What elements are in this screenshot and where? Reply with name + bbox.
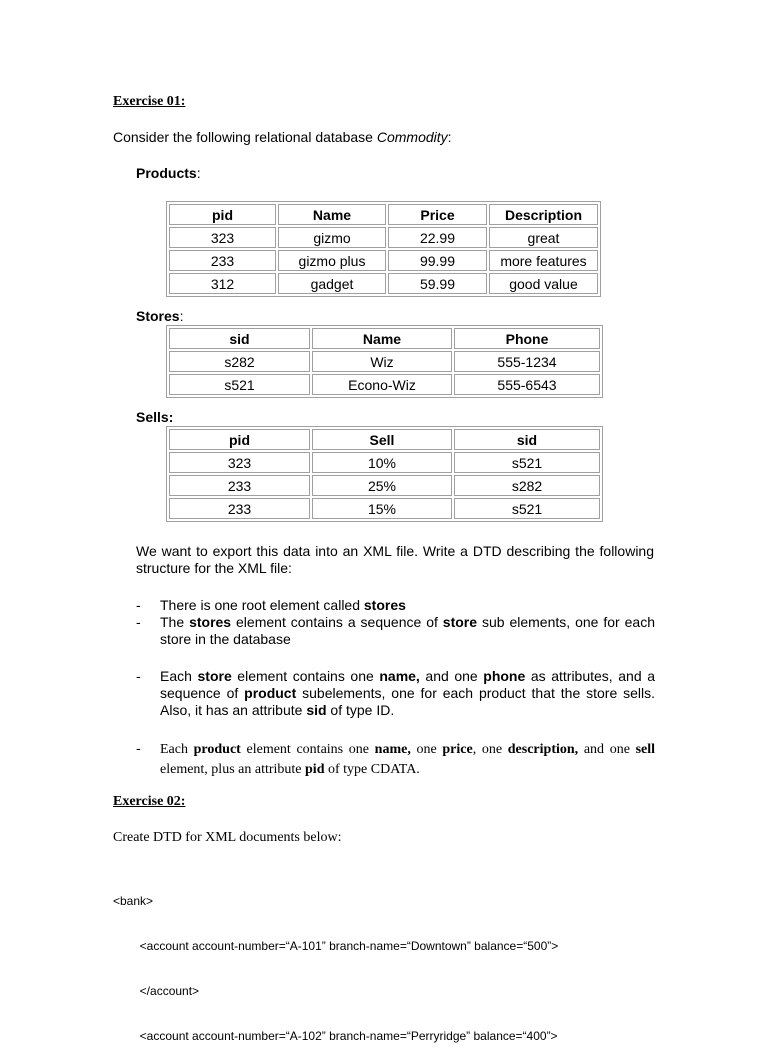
column-header: sid bbox=[454, 429, 600, 450]
table-cell: great bbox=[489, 227, 598, 248]
table-row bbox=[169, 250, 598, 271]
table-cell: Wiz bbox=[312, 351, 452, 372]
table-cell: 555-6543 bbox=[454, 374, 600, 395]
column-header: sid bbox=[169, 328, 310, 349]
exercise-01-intro bbox=[113, 129, 452, 146]
table-cell: 233 bbox=[169, 498, 310, 519]
stores-label-colon: : bbox=[179, 308, 184, 324]
column-header: Phone bbox=[454, 328, 600, 349]
keyword: stores bbox=[189, 614, 232, 630]
bullet-1-text bbox=[160, 597, 655, 614]
keyword: store bbox=[197, 668, 232, 684]
table-row bbox=[169, 227, 598, 248]
database-name: Commodity bbox=[376, 129, 448, 145]
code-line: <bank> bbox=[113, 894, 154, 908]
keyword: stores bbox=[363, 597, 406, 613]
table-cell: s282 bbox=[454, 475, 600, 496]
table-row bbox=[169, 475, 600, 496]
column-header: Description bbox=[489, 204, 598, 225]
column-header: Name bbox=[278, 204, 386, 225]
stores-label bbox=[136, 308, 183, 324]
text: and one bbox=[419, 668, 484, 684]
keyword: name, bbox=[379, 668, 420, 684]
code-line: <account account-number=“A-102” branch-name=“Perryridge” balance=“400”> bbox=[113, 1029, 558, 1043]
sells-label-text: Sells: bbox=[136, 409, 174, 425]
exercise-02-heading: Exercise 02: bbox=[113, 794, 186, 809]
table-cell: gadget bbox=[278, 273, 386, 294]
table-row bbox=[169, 452, 600, 473]
keyword: pid bbox=[305, 762, 325, 777]
text: , one bbox=[472, 742, 508, 757]
intro-suffix: : bbox=[447, 129, 452, 145]
table-cell: good value bbox=[489, 273, 598, 294]
text: element contains one bbox=[231, 668, 380, 684]
bullet-4-text bbox=[160, 740, 655, 780]
table-row bbox=[169, 351, 600, 372]
keyword: sid bbox=[306, 702, 327, 718]
products-label-text: Products bbox=[136, 165, 197, 181]
text: as attributes, and a sequence of bbox=[160, 668, 655, 701]
table-cell: 323 bbox=[169, 227, 276, 248]
bullet-dash: - bbox=[136, 740, 141, 756]
code-line: <account account-number=“A-101” branch-name=“Downtown” balance=“500”> bbox=[113, 939, 559, 953]
bullet-dash: - bbox=[136, 597, 141, 613]
keyword: price bbox=[442, 742, 473, 757]
bullet-3-text bbox=[160, 668, 655, 719]
table-row bbox=[169, 498, 600, 519]
text: element, plus an attribute bbox=[160, 762, 306, 777]
keyword: name, bbox=[374, 742, 411, 757]
keyword: product bbox=[244, 685, 297, 701]
text: one bbox=[410, 742, 443, 757]
keyword: product bbox=[193, 742, 241, 757]
table-cell: gizmo plus bbox=[278, 250, 386, 271]
keyword: description, bbox=[507, 742, 579, 757]
column-header: pid bbox=[169, 204, 276, 225]
column-header: pid bbox=[169, 429, 310, 450]
products-label bbox=[136, 165, 201, 181]
text: sub elements, one for each store in the database bbox=[160, 614, 655, 647]
bullet-2 bbox=[136, 614, 655, 648]
bullet-4 bbox=[136, 740, 655, 780]
text: of type CDATA. bbox=[324, 762, 420, 777]
export-paragraph: We want to export this data into an XML file. Write a DTD describing the following structure for the XML file: bbox=[136, 543, 654, 576]
text: The bbox=[160, 614, 190, 630]
table-cell: 22.99 bbox=[388, 227, 487, 248]
text: and one bbox=[578, 742, 636, 757]
bullet-dash: - bbox=[136, 668, 141, 684]
table-cell: gizmo bbox=[278, 227, 386, 248]
bullet-3 bbox=[136, 668, 655, 719]
sells-label bbox=[136, 409, 173, 425]
bullet-1 bbox=[136, 597, 655, 614]
table-cell: s521 bbox=[454, 498, 600, 519]
products-label-colon: : bbox=[196, 165, 201, 181]
products-table bbox=[166, 201, 601, 297]
table-cell: s521 bbox=[169, 374, 310, 395]
stores-label-text: Stores bbox=[136, 308, 180, 324]
table-cell: Econo-Wiz bbox=[312, 374, 452, 395]
table-cell: s521 bbox=[454, 452, 600, 473]
table-cell: 59.99 bbox=[388, 273, 487, 294]
table-cell: 555-1234 bbox=[454, 351, 600, 372]
intro-text: Consider the following relational database bbox=[113, 129, 377, 145]
table-cell: 99.99 bbox=[388, 250, 487, 271]
text: element contains one bbox=[240, 742, 375, 757]
text: There is one root element called bbox=[160, 597, 364, 613]
column-header: Name bbox=[312, 328, 452, 349]
code-line: </account> bbox=[113, 984, 200, 998]
table-cell: 25% bbox=[312, 475, 452, 496]
table-cell: s282 bbox=[169, 351, 310, 372]
keyword: phone bbox=[483, 668, 526, 684]
sells-table bbox=[166, 426, 603, 522]
table-cell: 312 bbox=[169, 273, 276, 294]
table-row bbox=[169, 374, 600, 395]
stores-table bbox=[166, 325, 603, 398]
text: Each bbox=[160, 742, 194, 757]
text: element contains a sequence of bbox=[231, 614, 443, 630]
table-row bbox=[169, 273, 598, 294]
table-cell: 233 bbox=[169, 475, 310, 496]
xml-code-block bbox=[113, 864, 558, 1059]
text: Each bbox=[160, 668, 198, 684]
exercise-02-intro: Create DTD for XML documents below: bbox=[113, 830, 342, 845]
table-header-row bbox=[169, 204, 598, 225]
column-header: Price bbox=[388, 204, 487, 225]
table-cell: 15% bbox=[312, 498, 452, 519]
table-header-row bbox=[169, 328, 600, 349]
column-header: Sell bbox=[312, 429, 452, 450]
keyword: sell bbox=[635, 742, 656, 757]
keyword: store bbox=[442, 614, 478, 630]
table-cell: more features bbox=[489, 250, 598, 271]
exercise-01-heading: Exercise 01: bbox=[113, 94, 186, 109]
bullet-dash: - bbox=[136, 614, 141, 630]
table-header-row bbox=[169, 429, 600, 450]
table-cell: 10% bbox=[312, 452, 452, 473]
text: of type ID. bbox=[326, 702, 395, 718]
bullet-2-text bbox=[160, 614, 655, 648]
table-cell: 233 bbox=[169, 250, 276, 271]
table-cell: 323 bbox=[169, 452, 310, 473]
text: subelements, one for each product that the store sells. Also, it has an attribute bbox=[160, 685, 655, 718]
